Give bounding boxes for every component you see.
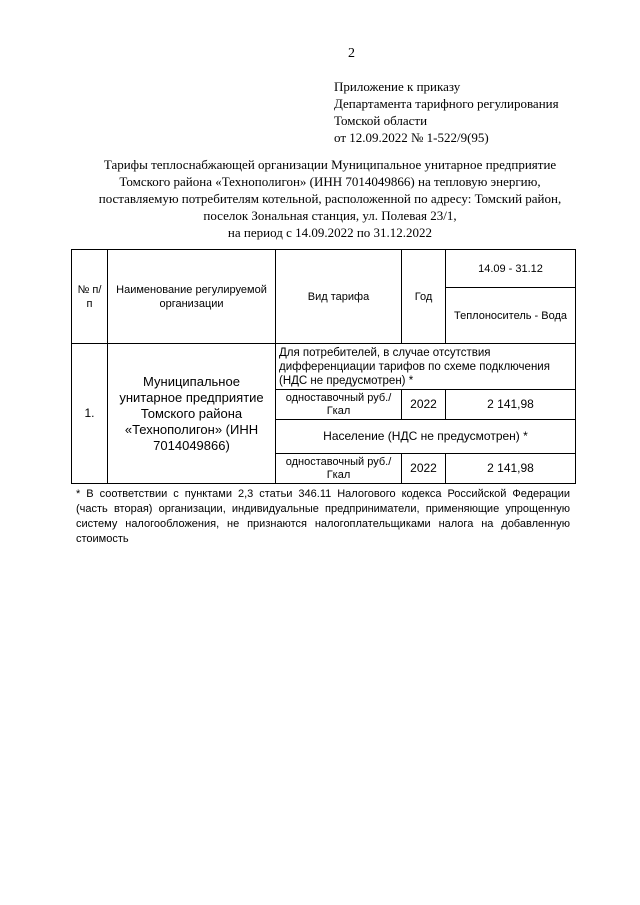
tariff-value-cell: 2 141,98: [446, 454, 576, 484]
row-number: 1.: [72, 344, 108, 484]
table-row: [72, 344, 576, 390]
consumer-section-population: Население (НДС не предусмотрен) *: [276, 420, 576, 454]
header-year: Год: [402, 250, 446, 344]
appendix-block: [334, 78, 559, 146]
tariff-value-cell: 2 141,98: [446, 390, 576, 420]
header-number: № п/п: [72, 250, 108, 344]
tariff-type-cell: одноставочный руб./Гкал: [276, 454, 402, 484]
organization-name: Муниципальное унитарное предприятие Томского района «Технополигон» (ИНН 7014049866): [108, 344, 276, 484]
header-row: [72, 250, 576, 288]
appendix-line: Департамента тарифного регулирования: [334, 96, 559, 111]
appendix-line: Приложение к приказу: [334, 79, 461, 94]
header-heat-carrier: Теплоноситель - Вода: [446, 288, 576, 344]
title-line: поставляемую потребителям котельной, расположенной по адресу: Томский район,: [98, 191, 562, 206]
header-organization: Наименование регулируемой организации: [108, 250, 276, 344]
header-period: 14.09 - 31.12: [446, 250, 576, 288]
page-number: 2: [348, 46, 355, 61]
year-cell: 2022: [402, 454, 446, 484]
tariff-type-cell: одноставочный руб./Гкал: [276, 390, 402, 420]
appendix-line: от 12.09.2022 № 1-522/9(95): [334, 130, 489, 145]
footnote: * В соответствии с пунктами 2,3 статьи 346.11 Налогового кодекса Российской Федерации (часть вторая) организации, индивидуальные предприниматели, применяющие упрощенную систему налогообложения, не признаются налогоплательщиками налога на добавленную стоимость: [76, 488, 570, 545]
year-cell: 2022: [402, 390, 446, 420]
title-line: поселок Зональная станция, ул. Полевая 23/1,: [203, 208, 457, 223]
appendix-line: Томской области: [334, 113, 428, 128]
tariff-table: [71, 249, 576, 484]
title-line: Томского района «Технополигон» (ИНН 7014049866) на тепловую энергию,: [119, 174, 541, 189]
header-tariff-type: Вид тарифа: [276, 250, 402, 344]
title-line: на период с 14.09.2022 по 31.12.2022: [227, 225, 433, 240]
consumer-section-general: Для потребителей, в случае отсутствия дифференциации тарифов по схеме подключения (НДС не предусмотрен) *: [276, 344, 576, 390]
title-line: Тарифы теплоснабжающей организации Муниципальное унитарное предприятие: [103, 157, 557, 172]
document-title: [60, 156, 600, 241]
